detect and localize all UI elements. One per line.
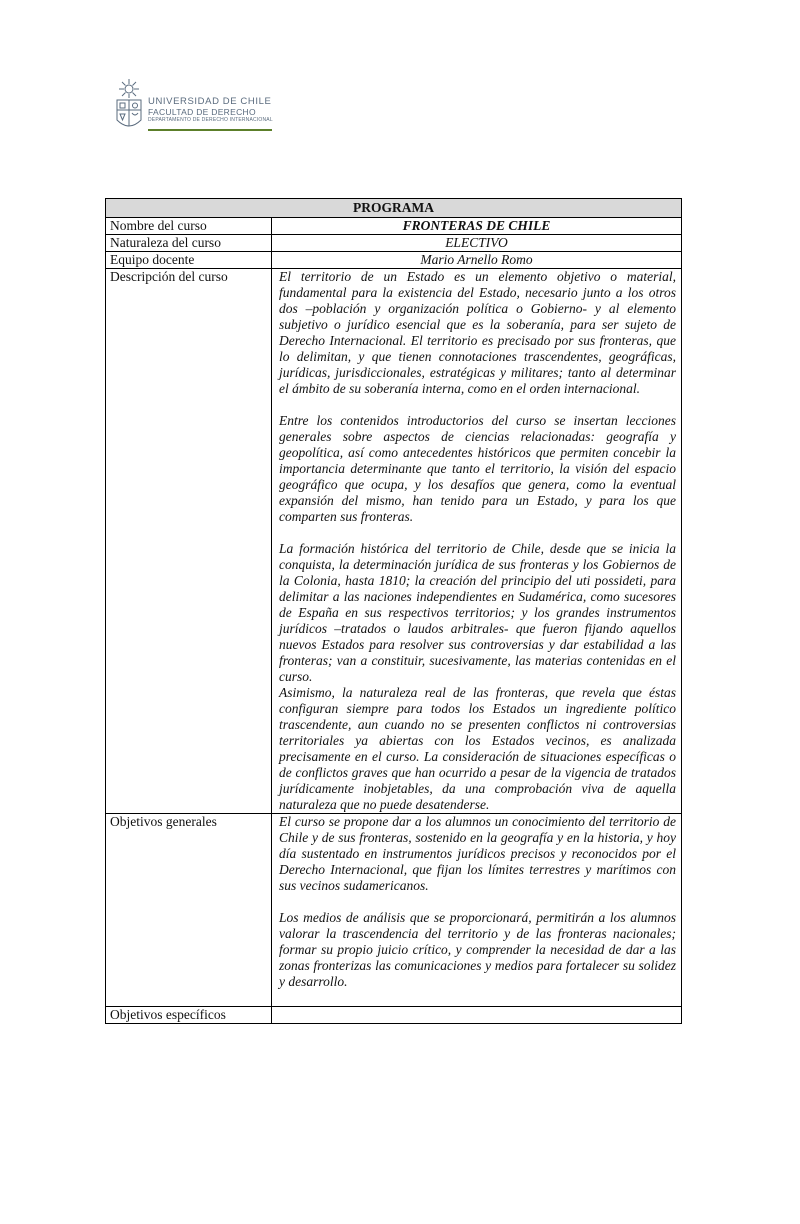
- university-seal-icon: [112, 78, 146, 136]
- objetivos-paragraph: El curso se propone dar a los alumnos un conocimiento del territorio de Chile y de sus fronteras, sostenido en la geografía y en la historia, y hoy día sustentado en instrumentos jurídicos precisos y reconocidos por el Derecho Internacional, que fijan los límites terrestres y marítimos con sus vecinos sudamericanos.: [279, 814, 676, 893]
- logo-divider: [148, 129, 272, 131]
- objetivos-paragraph: Los medios de análisis que se proporcionará, permitirán a los alumnos valorar la trascendencia del territorio y de las fronteras nacionales; formar su propio juicio crítico, y comprender la necesidad de dar a las zonas fronterizas las comunicaciones y medios para fortalecer su solidez y desarrollo.: [279, 910, 676, 989]
- label-descripcion: Descripción del curso: [106, 269, 272, 814]
- value-descripcion: [272, 269, 682, 814]
- value-nombre-curso: FRONTERAS DE CHILE: [272, 218, 682, 235]
- label-objetivos-generales: Objetivos generales: [106, 814, 272, 1007]
- label-objetivos-especificos: Objetivos específicos: [106, 1007, 272, 1024]
- department-name: DEPARTAMENTO DE DERECHO INTERNACIONAL: [148, 117, 273, 123]
- label-equipo-docente: Equipo docente: [106, 252, 272, 269]
- descripcion-paragraph: Asimismo, la naturaleza real de las fronteras, que revela que éstas configuran siempre para todos los Estados un ingrediente político trascendente, aun cuando no se presenten conflictos ni controversias territoriales ya abiertas con los Estados vecinos, es analizada precisamente en el curso. La consideración de situaciones específicas o de conflictos graves que han ocurrido a pesar de la vigencia de tratados jurídicamente inobjetables, da una comprobación viva de aquella naturaleza que no puede desatenderse.: [279, 685, 676, 812]
- value-equipo-docente: Mario Arnello Romo: [272, 252, 682, 269]
- row-nombre-curso: [106, 218, 682, 235]
- university-logo: [112, 78, 277, 136]
- value-objetivos-especificos: [272, 1007, 682, 1024]
- value-naturaleza-curso: ELECTIVO: [272, 235, 682, 252]
- value-objetivos-generales: [272, 814, 682, 1007]
- table-title: PROGRAMA: [106, 199, 682, 218]
- row-objetivos-especificos: [106, 1007, 682, 1024]
- row-naturaleza-curso: [106, 235, 682, 252]
- descripcion-paragraph: El territorio de un Estado es un elemento objetivo o material, fundamental para la existencia del Estado, necesario junto a los otros dos –población y organización política o Gobierno- y al elemento subjetivo o jurídico esencial que es la soberanía, para ser sujeto de Derecho Internacional. El territorio es precisado por sus fronteras, que lo delimitan, y que tienen connotaciones trascendentes, geográficas, jurídicas, jurisdiccionales, estratégicas y militares; tanto al determinar el ámbito de su soberanía interna, como en el orden internacional.: [279, 269, 676, 396]
- descripcion-paragraph: Entre los contenidos introductorios del curso se insertan lecciones generales sobre aspectos de ciencias relacionadas: geografía y geopolítica, así como antecedentes históricos que permiten concebir la importancia determinante que tanto el territorio, la visión del espacio geográfico que ocupa, y los desafíos que genera, como la eventual expansión del mismo, han tenido para un Estado, y para los que comparten sus fronteras.: [279, 413, 676, 524]
- program-table: [105, 198, 682, 1024]
- row-descripcion: [106, 269, 682, 814]
- row-objetivos-generales: [106, 814, 682, 1007]
- faculty-name: FACULTAD DE DERECHO: [148, 107, 256, 117]
- university-name-block: [148, 96, 273, 124]
- university-name: UNIVERSIDAD DE CHILE: [148, 96, 272, 107]
- table-header-row: [106, 199, 682, 218]
- label-nombre-curso: Nombre del curso: [106, 218, 272, 235]
- descripcion-paragraph: La formación histórica del territorio de Chile, desde que se inicia la conquista, la determinación jurídica de sus fronteras y los Gobiernos de la Colonia, hasta 1810; la creación del principio del uti possideti, para delimitar a las naciones independientes en Sudamérica, como sucesores de España en sus respectivos territorios; y los grandes instrumentos jurídicos –tratados o laudos arbitrales- que fueron fijando aquellos nuevos Estados para resolver sus controversias y dar estabilidad a las fronteras; van a constituir, sucesivamente, las materias contenidas en el curso.: [279, 541, 676, 684]
- label-naturaleza-curso: Naturaleza del curso: [106, 235, 272, 252]
- row-equipo-docente: [106, 252, 682, 269]
